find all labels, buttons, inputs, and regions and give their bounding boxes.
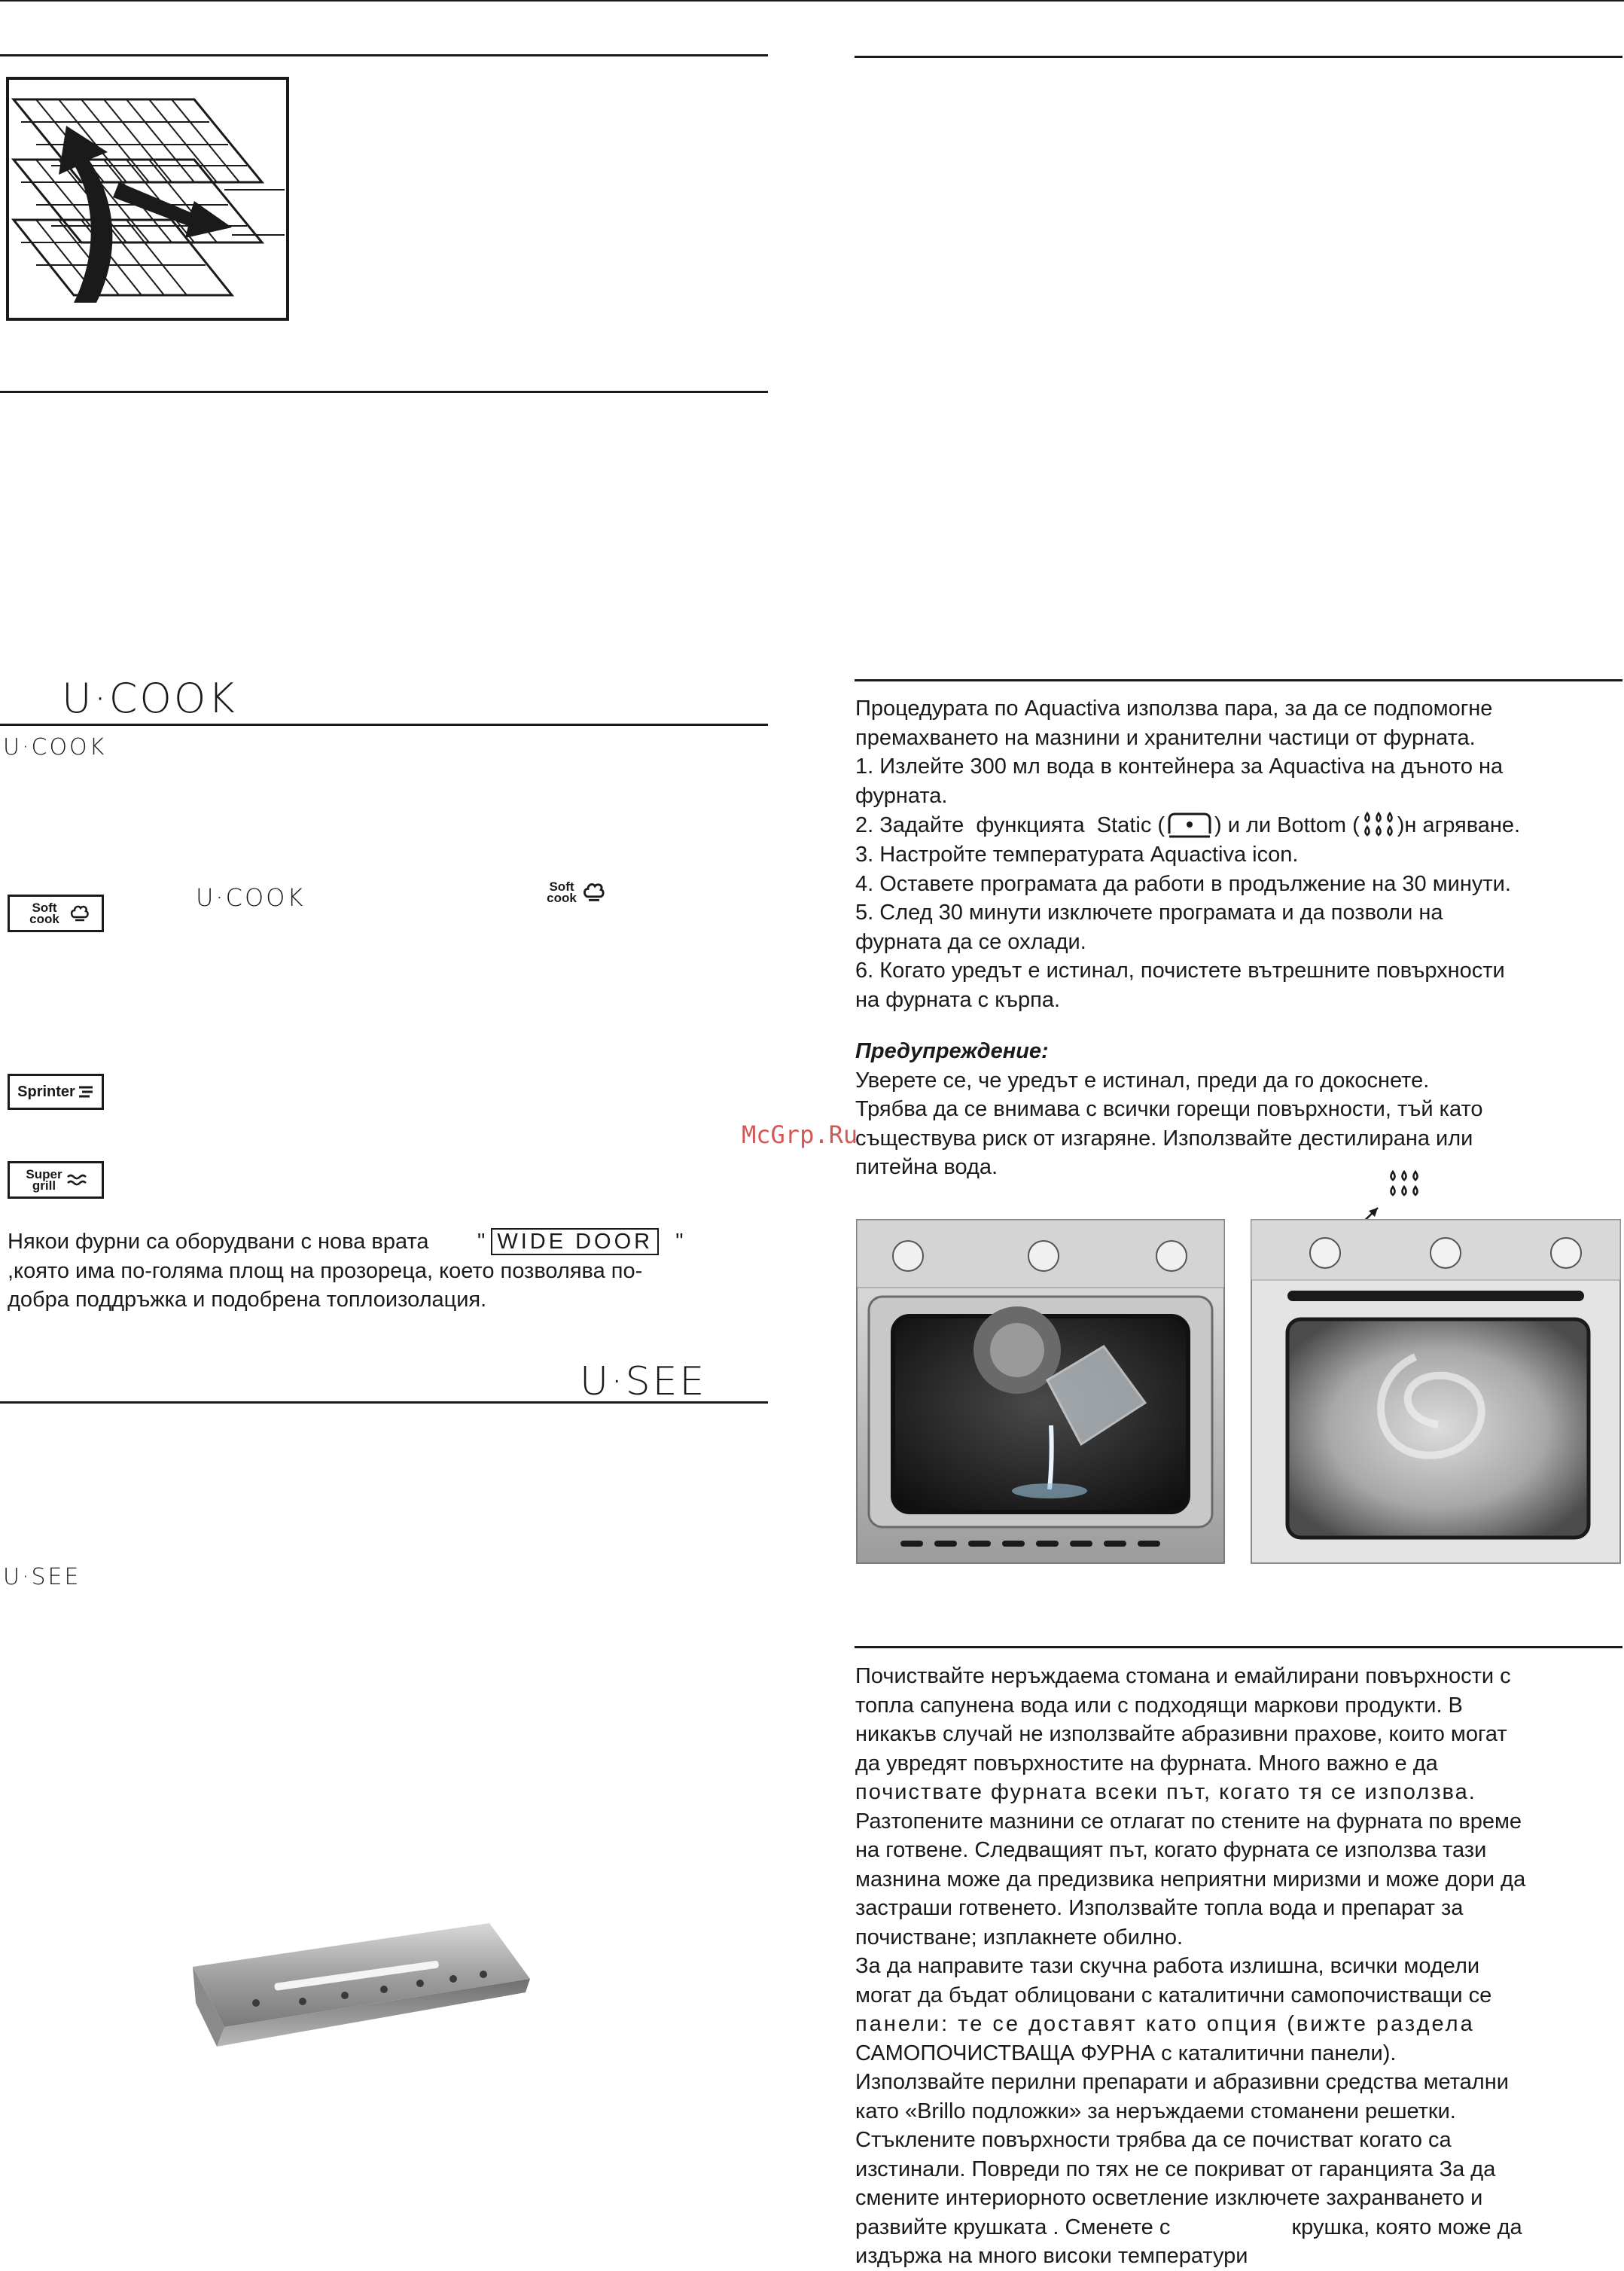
wide-door-line-3: добра поддръжка и подобрена топлоизолация.: [8, 1288, 487, 1312]
right-rule-2: [855, 679, 1622, 681]
static-heating-icon: [1166, 811, 1213, 840]
cleaning-line-19: смените интериорното осветление изключете захранването и: [855, 2186, 1483, 2210]
wide-door-paragraph: [8, 1227, 777, 1315]
cleaning-line-13: панели: те се доставят като опция (вижте раздела: [855, 2012, 1475, 2036]
warning-line-3: съществува риск от изгаряне. Използвайте дестилирана или: [855, 1126, 1473, 1151]
left-rule-3: [0, 724, 768, 726]
left-rule-1: [0, 54, 768, 56]
wide-door-quote-close: ": [675, 1230, 684, 1254]
soft-cook-badge: [8, 895, 104, 932]
chef-hat-icon: [70, 904, 90, 923]
aquactiva-line-11: на фурната с кърпа.: [855, 987, 1061, 1012]
cleaning-line-9: застраши готвенето. Използвайте топла вода и препарат за: [855, 1896, 1464, 1920]
cleaning-line-2: топла сапунена вода или с подходящи маркови продукти. В: [855, 1693, 1463, 1718]
soft-cook-label: Soft cook: [29, 901, 59, 926]
cleaning-line-1: Почиствайте неръждаема стомана и емайлирани повърхности с: [855, 1664, 1511, 1688]
soft-cook-inline-label: Soft cook: [547, 879, 577, 905]
chef-hat-icon: [583, 881, 605, 904]
cleaning-line-16: като «Brillo подложки» за неръждаеми стоманени решетки.: [855, 2099, 1456, 2123]
cleaning-line-3: никакъв случай не използвайте абразивни прахове, които могат: [855, 1722, 1507, 1746]
cleaning-line-7: на готвене. Следващият път, когато фурната се използва тази: [855, 1838, 1487, 1862]
right-rule-1: [855, 56, 1622, 58]
usee-inline-logo: U·SEE: [3, 1564, 81, 1590]
warning-line-4: питейна вода.: [855, 1155, 998, 1179]
aquactiva-step-2-a: 2. Задайте функцията Static (: [855, 812, 1165, 837]
super-grill-label: Super grill: [26, 1167, 62, 1193]
warning-line-1: Уверете се, че уредът е истинал, преди да го докоснете.: [855, 1068, 1430, 1093]
rack-removal-illustration: [6, 77, 289, 321]
aquactiva-line-6: 3. Настройте температурата Aquactiva icon.: [855, 843, 1299, 867]
fast-lines-icon: [78, 1084, 94, 1100]
right-rule-3: [855, 1646, 1622, 1648]
aquactiva-line-1: Процедурата по Aquactiva използва пара, за да се подпомогне: [855, 697, 1493, 721]
sprinter-label: Sprinter: [17, 1083, 75, 1100]
super-grill-badge: [8, 1161, 104, 1199]
top-rule: [0, 0, 1624, 2]
cleaning-line-17: Стъклените повърхности трябва да се почистват когато са: [855, 2128, 1452, 2152]
vent-strip-illustration: [190, 1920, 533, 2069]
aquactiva-line-4: фурната.: [855, 783, 948, 808]
cleaning-line-4: да увредят повърхностите на фурната. Много важно е да: [855, 1751, 1438, 1776]
sprinter-badge: [8, 1074, 104, 1110]
aquactiva-line-8: 5. След 30 минути изключете програмата и да позволи на: [855, 901, 1443, 925]
cleaning-line-11: За да направите тази скучна работа излишна, всички модели: [855, 1954, 1480, 1978]
usee-heading-logo: U·SEE: [580, 1359, 707, 1404]
cleaning-line-21: издържа на много високи температури: [855, 2244, 1248, 2268]
left-rule-2: [0, 391, 768, 393]
wide-door-label: WIDE DOOR: [491, 1228, 659, 1255]
ucook-inline-logo-1: U·COOK: [3, 734, 107, 761]
aquactiva-line-10: 6. Когато уредът е истинал, почистете вътрешните повърхности: [855, 959, 1505, 983]
aquactiva-drops-icon: [1391, 1172, 1418, 1195]
soft-cook-inline: [541, 881, 605, 904]
cleaning-line-20: развийте крушката . Сменете с крушка, която може да: [855, 2215, 1522, 2239]
cleaning-line-5: почиствате фурната всеки път, когато тя се използва.: [855, 1780, 1476, 1804]
wide-door-line-2: ,която има по-голяма площ на прозореца, което позволява по-: [8, 1258, 643, 1283]
aquactiva-step-2-b: ) и ли Bottom (: [1214, 812, 1360, 837]
cleaning-line-14: САМОПОЧИСТВАЩА ФУРНА с каталитични панели).: [855, 2041, 1397, 2065]
oven-pouring-water-illustration: [855, 1218, 1226, 1565]
wide-door-line-1: [8, 1227, 777, 1257]
cleaning-line-18: изстинали. Повреди по тях не се покриват от гаранцията За да: [855, 2157, 1496, 2181]
aquactiva-line-3: 1. Излейте 300 мл вода в контейнера за Aquactiva на дъното на: [855, 754, 1504, 779]
aquactiva-step-2: [855, 810, 1624, 840]
warning-line-2: Трябва да се внимава с всички горещи повърхности, тъй като: [855, 1097, 1483, 1121]
grill-waves-icon: [66, 1172, 87, 1188]
spacer: [855, 1014, 1624, 1037]
cleaning-line-10: почистване; изплакнете обилно.: [855, 1925, 1184, 1949]
cleaning-paragraph: [855, 1662, 1624, 2271]
warning-title: Предупреждение:: [855, 1039, 1049, 1063]
ucook-heading-logo: U·COOK: [62, 675, 237, 722]
cleaning-line-12: могат да бъдат облицовани с каталитични самопочистващи се: [855, 1983, 1492, 2007]
cleaning-line-15: Използвайте перилни препарати и абразивни средства метални: [855, 2070, 1509, 2094]
aquactiva-line-2: премахването на мазнини и хранителни частици от фурната.: [855, 725, 1476, 750]
aquactiva-drops-icon: [1361, 810, 1396, 840]
aquactiva-line-7: 4. Оставете програмата да работи в продължение на 30 минути.: [855, 871, 1511, 896]
ucook-inline-logo-2: U·COOK: [196, 883, 306, 912]
aquactiva-line-9: фурната да се охлади.: [855, 929, 1086, 954]
watermark: McGrp.Ru: [742, 1120, 858, 1149]
aquactiva-paragraph: [855, 694, 1624, 1182]
aquactiva-step-2-c: )н агряване.: [1397, 812, 1521, 837]
cleaning-line-8: мазнина може да предизвика неприятни миризми и може дори да: [855, 1867, 1526, 1891]
cleaning-line-6: Разтопените мазнини се отлагат по стените на фурната по време: [855, 1809, 1522, 1834]
wide-door-line-1-text: Някои фурни са оборудвани с нова врата ": [8, 1230, 486, 1254]
oven-steam-illustration: [1250, 1169, 1622, 1565]
